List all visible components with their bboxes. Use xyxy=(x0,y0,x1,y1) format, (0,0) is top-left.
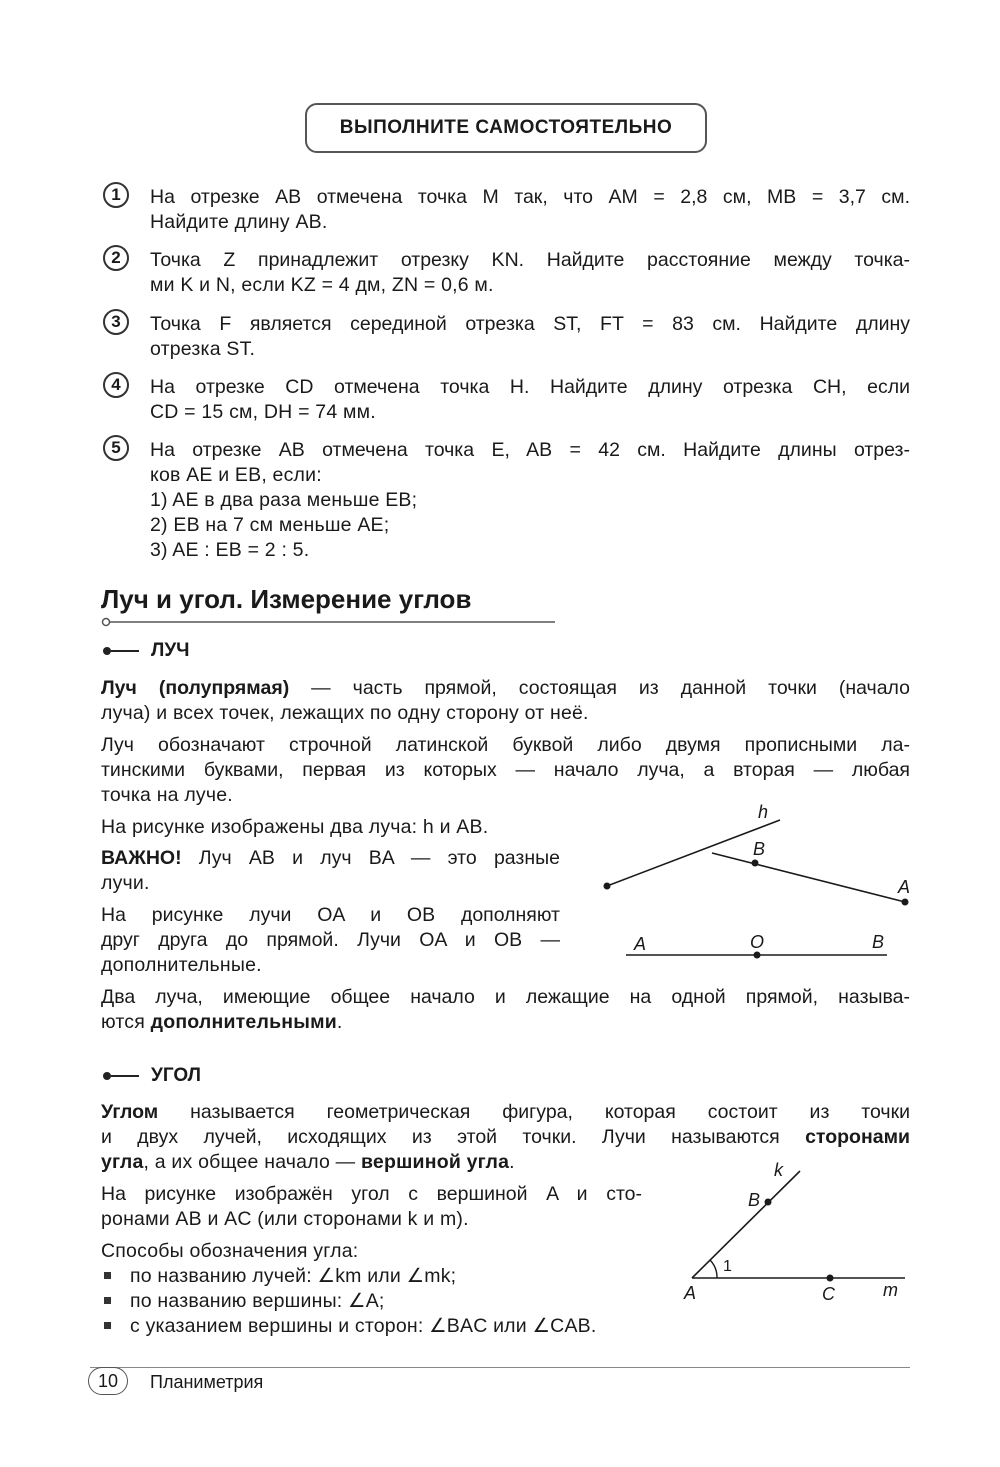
task-number-3: 3 xyxy=(103,309,129,335)
label-b: B xyxy=(753,839,766,859)
angle-definition-line-3: угла, а их общее начало — вершиной угла. xyxy=(101,1151,515,1173)
task-4-line-1: На отрезке CD отмечена точка H. Найдите длину отрезка CH, если xyxy=(150,376,910,398)
task-number-2: 2 xyxy=(103,245,129,271)
label-b-angle: B xyxy=(748,1190,761,1210)
ray-k xyxy=(692,1171,800,1278)
ray-notation-line-3: точка на луче. xyxy=(101,784,233,806)
angle-figure-line-1: На рисунке изображён угол с вершиной A и сто- xyxy=(101,1183,642,1205)
label-a-vertex: A xyxy=(684,1283,697,1303)
ray-complement-line-1: На рисунке лучи OA и OB дополняют xyxy=(101,904,560,926)
square-bullet-icon xyxy=(104,1322,111,1329)
point-b xyxy=(752,860,759,867)
point-c xyxy=(827,1275,834,1282)
task-5-line-1: На отрезке AB отмечена точка E, AB = 42 см. Найдите длины отрез- xyxy=(150,439,910,461)
footer-divider xyxy=(90,1367,910,1368)
complement-definition-line-1: Два луча, имеющие общее начало и лежащие на одной прямой, называ- xyxy=(101,986,910,1008)
task-number-4: 4 xyxy=(103,372,129,398)
label-m: m xyxy=(883,1280,898,1300)
ray-complement-line-3: дополнительные. xyxy=(101,954,262,976)
task-1-line-1: На отрезке AB отмечена точка M так, что AM = 2,8 см, MB = 3,7 см. xyxy=(150,186,910,208)
angle-heading: УГОЛ xyxy=(103,1065,201,1087)
ray-ab xyxy=(712,853,905,902)
section-title: Луч и угол. Измерение углов xyxy=(101,584,472,614)
task-5-line-2: ков AE и EB, если: xyxy=(150,464,322,486)
exercise-banner: ВЫПОЛНИТЕ САМОСТОЯТЕЛЬНО xyxy=(305,103,707,153)
ray-h-origin xyxy=(604,883,611,890)
ray-important-line-2: лучи. xyxy=(101,872,150,894)
task-3-line-2: отрезка ST. xyxy=(150,338,256,360)
page-number: 10 xyxy=(88,1367,128,1395)
angle-definition-line-1: Углом называется геометрическая фигура, которая состоит из точки xyxy=(101,1101,910,1123)
task-2-line-1: Точка Z принадлежит отрезку KN. Найдите расстояние между точка- xyxy=(150,249,910,271)
ray-figure-h-ab xyxy=(590,800,920,915)
task-5-item-1: 1) AE в два раза меньше EB; xyxy=(150,489,418,511)
point-o xyxy=(754,952,761,959)
label-c: C xyxy=(822,1284,835,1304)
complement-definition-line-2: ются дополнительными. xyxy=(101,1011,343,1033)
square-bullet-icon xyxy=(104,1272,111,1279)
point-a xyxy=(902,899,909,906)
task-number-1: 1 xyxy=(103,182,129,208)
ray-notation-line-2: тинскими буквами, первая из которых — начало луча, а вторая — любая xyxy=(101,759,910,781)
task-1-line-2: Найдите длину AB. xyxy=(150,211,328,233)
bullet-dot-icon xyxy=(103,647,111,655)
label-h: h xyxy=(758,802,769,822)
angle-method-2: по названию вершины: ∠A; xyxy=(130,1290,385,1312)
angle-arc xyxy=(710,1260,717,1278)
task-3-line-1: Точка F является серединой отрезка ST, FT = 83 см. Найдите длину xyxy=(150,313,910,335)
task-2-line-2: ми K и N, если KZ = 4 дм, ZN = 0,6 м. xyxy=(150,274,494,296)
label-k: k xyxy=(774,1160,783,1180)
angle-figure-line-2: ронами AB и AC (или сторонами k и m). xyxy=(101,1208,469,1230)
angle-methods-label: Способы обозначения угла: xyxy=(101,1240,359,1262)
label-o: O xyxy=(750,932,765,952)
label-angle-1: 1 xyxy=(723,1258,732,1275)
angle-figure xyxy=(675,1158,915,1308)
task-number-5: 5 xyxy=(103,435,129,461)
task-5-item-2: 2) EB на 7 см меньше AE; xyxy=(150,514,390,536)
label-b2: B xyxy=(872,932,885,952)
ray-figure-text: На рисунке изображены два луча: h и AB. xyxy=(101,816,489,838)
footer-label: Планиметрия xyxy=(150,1372,264,1392)
task-5-item-3: 3) AE : EB = 2 : 5. xyxy=(150,539,310,561)
square-bullet-icon xyxy=(104,1297,111,1304)
ray-heading: ЛУЧ xyxy=(103,640,190,662)
ray-important-line-1: ВАЖНО! Луч AB и луч BA — это разные xyxy=(101,847,560,869)
ray-definition-line-1: Луч (полупрямая) — часть прямой, состоящая из данной точки (начало xyxy=(101,677,910,699)
angle-definition-line-2: и двух лучей, исходящих из этой точки. Лучи называются сторонами xyxy=(101,1126,910,1148)
ray-complement-line-2: друг друга до прямой. Лучи OA и OB — xyxy=(101,929,560,951)
label-a2: A xyxy=(634,934,647,954)
bullet-dot-icon xyxy=(103,1072,111,1080)
section-underline xyxy=(100,616,560,628)
angle-method-3: с указанием вершины и сторон: ∠BAC или ∠CAB. xyxy=(130,1315,597,1337)
ray-notation-line-1: Луч обозначают строчной латинской буквой либо двумя прописными ла- xyxy=(101,734,910,756)
task-4-line-2: CD = 15 см, DH = 74 мм. xyxy=(150,401,376,423)
label-a: A xyxy=(898,877,911,897)
ray-definition-line-2: луча) и всех точек, лежащих по одну сторону от неё. xyxy=(101,702,589,724)
point-b-angle xyxy=(765,1199,772,1206)
angle-method-1: по названию лучей: ∠km или ∠mk; xyxy=(130,1265,457,1287)
ray-figure-oa-ob xyxy=(620,928,900,964)
